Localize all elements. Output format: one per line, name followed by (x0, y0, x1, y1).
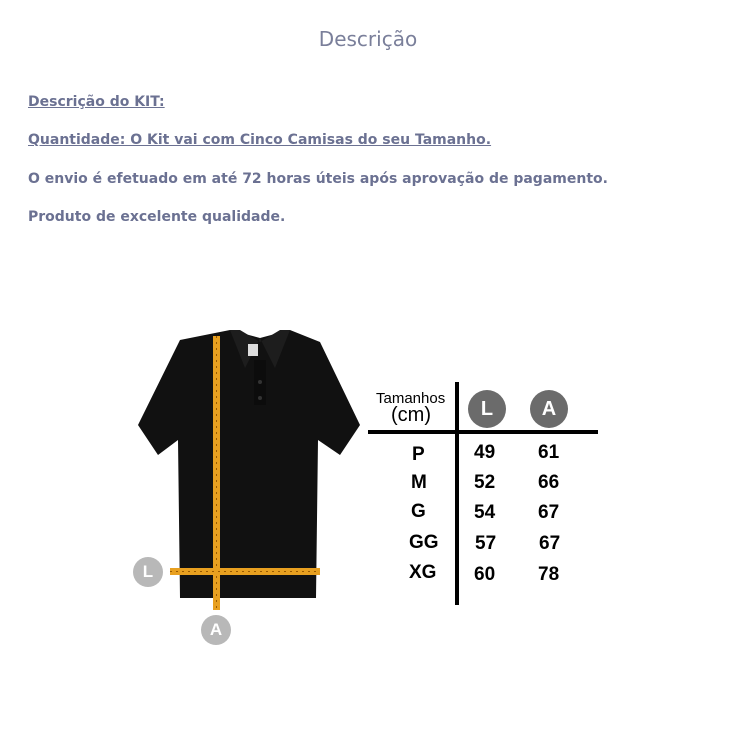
size-label: GG (409, 532, 439, 553)
size-l-value: 60 (474, 564, 496, 585)
size-label: M (411, 472, 427, 493)
size-a-value: 61 (538, 442, 560, 463)
size-l-value: 54 (474, 502, 496, 523)
column-a-badge: A (530, 390, 568, 428)
size-l-value: 57 (475, 533, 497, 554)
size-label: P (412, 444, 425, 465)
units-header: (cm) (391, 404, 431, 426)
sizes-header: Tamanhos (376, 390, 446, 407)
column-l-badge: L (468, 390, 506, 428)
marker-l-circle: L (133, 557, 163, 587)
kit-quantity-text: Quantidade: O Kit vai com Cinco Camisas do seu Tamanho. (28, 132, 492, 148)
size-a-value: 67 (538, 502, 560, 523)
size-label: XG (409, 562, 437, 583)
size-a-value: 78 (538, 564, 560, 585)
size-l-value: 52 (474, 472, 496, 493)
quality-text: Produto de excelente qualidade. (28, 209, 286, 225)
section-title: Descrição (318, 27, 418, 51)
size-a-value: 67 (539, 533, 561, 554)
size-a-value: 66 (538, 472, 560, 493)
size-l-value: 49 (474, 442, 496, 463)
kit-description-heading: Descrição do KIT: (28, 94, 165, 110)
shipping-info-text: O envio é efetuado em até 72 horas úteis após aprovação de pagamento. (28, 171, 608, 187)
size-chart-figure (130, 320, 610, 655)
size-label: G (411, 501, 426, 522)
marker-a-circle: A (201, 615, 231, 645)
